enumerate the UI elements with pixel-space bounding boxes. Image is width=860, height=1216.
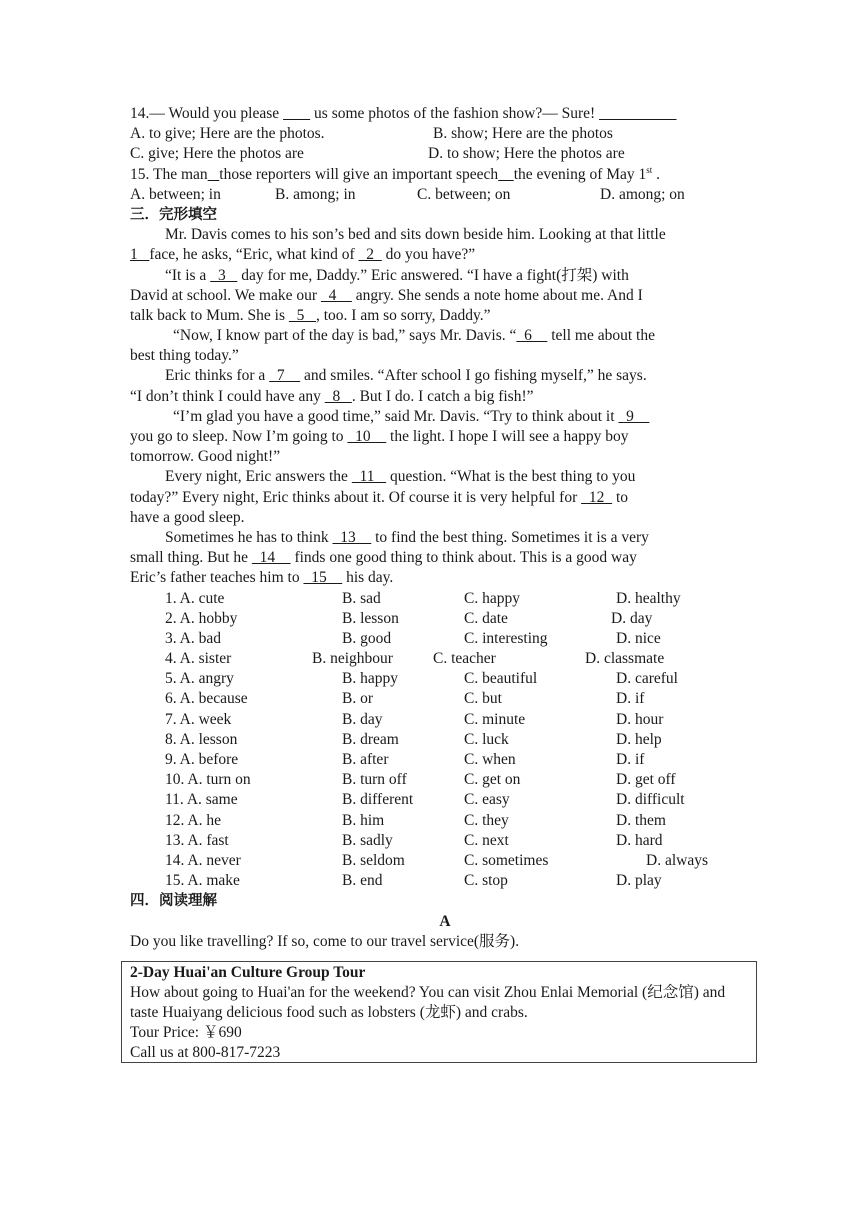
cloze-option: C. interesting: [464, 629, 548, 647]
passage-line: Eric’s father teaches him to 15 his day.: [130, 569, 394, 587]
q15-option-b: B. among; in: [275, 185, 356, 203]
cloze-option: D. hard: [616, 831, 663, 849]
cloze-option: B. after: [342, 751, 389, 768]
q15-option-d: D. among; on: [600, 185, 685, 203]
cloze-option: C. luck: [464, 730, 509, 748]
passage-line: have a good sleep.: [130, 508, 245, 526]
q14-option-b: B. show; Here are the photos: [433, 125, 613, 143]
passage-line: Sometimes he has to think 13 to find the best thing. Sometimes it is a very: [165, 528, 649, 546]
q14-options-1: [130, 124, 760, 144]
passage-line: “I’m glad you have a good time,” said Mr. Davis. “Try to think about it 9: [173, 407, 650, 425]
cloze-option: B. neighbour: [312, 650, 393, 668]
cloze-option: B. day: [342, 710, 383, 728]
cloze-option-row: [130, 811, 760, 831]
cloze-option: B. good: [342, 629, 392, 647]
cloze-option: 12. A. he: [165, 811, 221, 829]
cloze-option: C. next: [464, 831, 509, 849]
q14-options-2: [130, 144, 760, 164]
passage-line: Mr. Davis comes to his son’s bed and sits down beside him. Looking at that little: [165, 226, 666, 244]
q14-option-c: C. give; Here the photos are: [130, 145, 304, 163]
cloze-option: 2. A. hobby: [165, 609, 238, 627]
cloze-option-row: [130, 831, 760, 851]
cloze-option-row: [130, 730, 760, 750]
cloze-option: C. teacher: [433, 650, 496, 668]
cloze-option: D. classmate: [585, 650, 665, 668]
cloze-option: C. happy: [464, 589, 520, 607]
exam-page: [130, 104, 760, 952]
tour-title: 2-Day Huai'an Culture Group Tour: [130, 964, 366, 981]
cloze-option: B. turn off: [342, 771, 407, 789]
cloze-option: B. end: [342, 872, 383, 890]
section-3-heading: 三．完形填空: [130, 206, 217, 223]
cloze-option: D. if: [616, 751, 645, 768]
passage-line: “It is a 3 day for me, Daddy.” Eric answered. “I have a fight(打架) with: [165, 266, 629, 284]
cloze-options-list: [130, 589, 760, 892]
cloze-option: B. sadly: [342, 831, 393, 849]
cloze-option: B. or: [342, 690, 373, 708]
cloze-option: 9. A. before: [165, 751, 239, 768]
cloze-option-row: [130, 629, 760, 649]
cloze-option: B. different: [342, 791, 414, 809]
cloze-option: 6. A. because: [165, 690, 248, 708]
cloze-option: B. dream: [342, 730, 399, 748]
cloze-option: D. them: [616, 811, 666, 829]
passage-line: best thing today.”: [130, 347, 239, 365]
cloze-option: 1. A. cute: [165, 589, 225, 607]
q14-option-a: A. to give; Here are the photos.: [130, 125, 325, 143]
cloze-option-row: [130, 649, 760, 669]
cloze-option: B. lesson: [342, 609, 399, 627]
q15-options: [130, 185, 760, 205]
cloze-option-row: [130, 669, 760, 689]
cloze-option-row: [130, 871, 760, 891]
cloze-option: B. him: [342, 811, 385, 829]
passage-line: Every night, Eric answers the 11 question. “What is the best thing to you: [165, 468, 636, 486]
tour-price: Tour Price: ￥690: [130, 1024, 242, 1041]
cloze-option: D. day: [611, 609, 653, 627]
cloze-option: D. play: [616, 872, 662, 890]
cloze-option-row: [130, 790, 760, 810]
cloze-option-row: [130, 770, 760, 790]
section-4-heading: 四．阅读理解: [130, 893, 217, 910]
cloze-option-row: [130, 589, 760, 609]
cloze-option: C. beautiful: [464, 670, 538, 688]
cloze-option-row: [130, 851, 760, 871]
passage-line: tomorrow. Good night!”: [130, 448, 281, 466]
q14-option-d: D. to show; Here the photos are: [428, 145, 625, 163]
cloze-option: D. nice: [616, 629, 661, 647]
cloze-option: 8. A. lesson: [165, 730, 238, 748]
cloze-option: C. easy: [464, 791, 510, 809]
cloze-option: D. hour: [616, 710, 664, 728]
cloze-option: 15. A. make: [165, 872, 240, 890]
passage-line: “I don’t think I could have any 8 . But I do. I catch a big fish!”: [130, 387, 534, 405]
tour-ad-box: [121, 961, 757, 1063]
cloze-option: C. get on: [464, 771, 521, 789]
reading-intro: Do you like travelling? If so, come to our travel service(服务).: [130, 932, 520, 950]
cloze-option: D. help: [616, 730, 662, 748]
cloze-option: C. but: [464, 690, 502, 708]
cloze-option: B. sad: [342, 589, 381, 607]
cloze-option-row: [130, 710, 760, 730]
cloze-option: C. stop: [464, 872, 508, 890]
passage-line: David at school. We make our 4 angry. She sends a note home about me. And I: [130, 286, 643, 304]
cloze-option-row: [130, 609, 760, 629]
cloze-option: 3. A. bad: [165, 629, 221, 647]
passage-line: 1 face, he asks, “Eric, what kind of 2 do you have?”: [130, 246, 476, 264]
cloze-option: C. when: [464, 751, 516, 768]
q15-stem: 15. The man those reporters will give an important speech the evening of May 1st .: [130, 164, 661, 183]
cloze-option: 11. A. same: [165, 791, 238, 809]
cloze-option: 7. A. week: [165, 710, 232, 728]
passage-line: small thing. But he 14 finds one good thing to think about. This is a good way: [130, 549, 637, 567]
q15-option-a: A. between; in: [130, 185, 221, 203]
cloze-option: D. always: [646, 851, 708, 869]
passage-line: today?” Every night, Eric thinks about it. Of course it is very helpful for 12 to: [130, 488, 629, 506]
cloze-option: C. minute: [464, 710, 526, 728]
q14-stem: 14.— Would you please us some photos of the fashion show?— Sure!: [130, 105, 600, 122]
cloze-option: C. date: [464, 609, 508, 627]
cloze-option: 4. A. sister: [165, 650, 232, 668]
cloze-option: 13. A. fast: [165, 831, 229, 849]
tour-description: How about going to Huai'an for the weekend? You can visit Zhou Enlai Memorial (纪念馆) and taste Huaiyang delicious food such as lobsters (龙虾) and crabs.: [130, 984, 726, 1021]
cloze-option: 14. A. never: [165, 851, 241, 869]
cloze-option-row: [130, 750, 760, 770]
cloze-option: 10. A. turn on: [165, 771, 251, 789]
cloze-option: 5. A. angry: [165, 670, 234, 688]
cloze-option: C. they: [464, 811, 509, 829]
passage-line: “Now, I know part of the day is bad,” says Mr. Davis. “ 6 tell me about the: [173, 327, 655, 345]
cloze-option: B. seldom: [342, 851, 405, 869]
passage-line: Eric thinks for a 7 and smiles. “After school I go fishing myself,” he says.: [165, 367, 647, 385]
cloze-option-row: [130, 689, 760, 709]
passage-line: you go to sleep. Now I’m going to 10 the light. I hope I will see a happy boy: [130, 428, 629, 445]
cloze-option: D. careful: [616, 670, 678, 688]
cloze-option: D. difficult: [616, 791, 685, 809]
cloze-option: B. happy: [342, 670, 398, 688]
cloze-option: D. healthy: [616, 589, 681, 607]
q15-option-c: C. between; on: [417, 185, 511, 203]
reading-label: A: [439, 912, 451, 930]
cloze-option: D. if: [616, 690, 645, 708]
tour-phone: Call us at 800-817-7223: [130, 1044, 281, 1061]
cloze-option: C. sometimes: [464, 851, 549, 869]
cloze-option: D. get off: [616, 771, 676, 789]
passage-line: talk back to Mum. She is 5 , too. I am so sorry, Daddy.”: [130, 306, 491, 324]
